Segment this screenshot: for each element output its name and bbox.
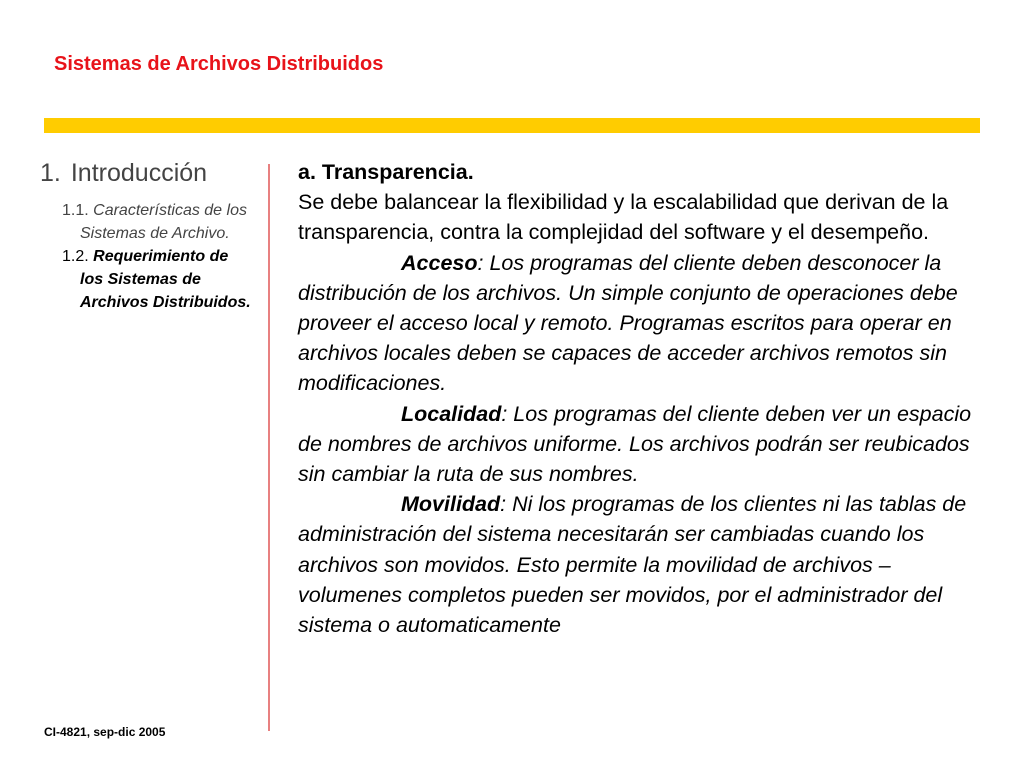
sidebar-outline (40, 157, 255, 314)
point-localidad (298, 399, 974, 490)
section-label: Introducción (70, 159, 208, 187)
section-heading (40, 157, 255, 189)
outline-item-label: Características de los Sistemas de Archivo. (80, 202, 247, 242)
vertical-divider (268, 164, 270, 731)
outline-item-requerimiento (40, 245, 255, 314)
body-intro: Se debe balancear la flexibilidad y la escalabilidad que derivan de la transparencia, contra la complejidad del software y el desempeño. (298, 190, 949, 245)
outline-item-number: 1.2. (62, 248, 89, 265)
point-term: Movilidad (401, 492, 501, 517)
point-text: : Ni los programas de los clientes ni las tablas de administración del sistema necesitarán ser cambiadas cuando los archivos son movidos. Esto permite la movilidad de archivos – volumenes completos pueden ser movidos, por el administrador del sistema o automaticamente (298, 492, 967, 638)
outline-item-caracteristicas (40, 199, 255, 245)
slide-body (298, 157, 974, 640)
point-acceso (298, 248, 974, 399)
outline-item-number: 1.1. (62, 202, 89, 219)
footer-course-label: CI-4821, sep-dic 2005 (44, 725, 166, 739)
point-term: Acceso (401, 250, 478, 275)
point-term: Localidad (401, 401, 502, 426)
point-movilidad (298, 489, 974, 640)
point-text: : Los programas del cliente deben desconocer la distribución de los archivos. Un simple conjunto de operaciones debe proveer el acceso local y remoto. Programas escritos para operar en archivos locales deben se capaces de acceder archivos remotos sin modificaciones. (298, 250, 958, 396)
title-underline-bar (44, 118, 980, 133)
body-heading: a. Transparencia. (298, 160, 474, 184)
slide-title: Sistemas de Archivos Distribuidos (54, 53, 384, 75)
point-text: : Los programas del cliente deben ver un espacio de nombres de archivos uniforme. Los archivos podrán ser reubicados sin cambiar la ruta de sus nombres. (298, 401, 972, 487)
section-number: 1. (40, 159, 61, 187)
outline-item-label: Requerimiento de los Sistemas de Archivos Distribuidos. (80, 248, 251, 311)
